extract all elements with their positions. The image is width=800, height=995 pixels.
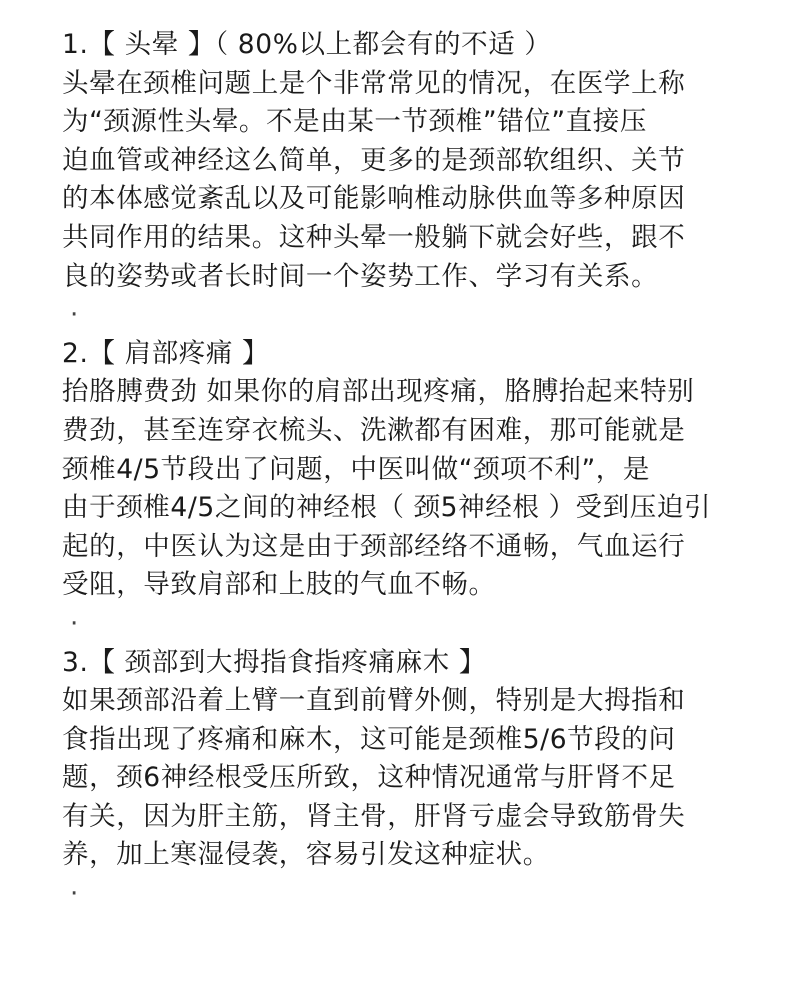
paragraph-line: 有关，因为肝主筋，肾主骨，肝肾亏虚会导致筋骨失 xyxy=(62,800,686,832)
section-heading: 1.【 头晕 】（ 80%以上都会有的不适 ） xyxy=(62,29,552,60)
paragraph-line: 的本体感觉紊乱以及可能影响椎动脉供血等多种原因 xyxy=(62,183,686,215)
section-heading: 3.【 颈部到大拇指食指疼痛麻木 】 xyxy=(62,646,486,678)
section-dizziness xyxy=(62,26,752,335)
paragraph-line: 费劲，甚至连穿衣梳头、洗漱都有困难，那可能就是 xyxy=(62,414,686,446)
paragraph-line: 受阻，导致肩部和上肢的气血不畅。 xyxy=(62,569,496,601)
paragraph-line: 颈椎4/5节段出了问题，中医叫做“颈项不利”，是 xyxy=(62,453,651,485)
paragraph-line: 养，加上寒湿侵袭，容易引发这种症状。 xyxy=(62,839,550,871)
separator-dot: · xyxy=(70,879,79,910)
paragraph-line: 起的，中医认为这是由于颈部经络不通畅，气血运行 xyxy=(62,530,686,562)
section-shoulder-pain xyxy=(62,335,752,644)
paragraph-line: 抬胳膊费劲 如果你的肩部出现疼痛，胳膊抬起来特别 xyxy=(62,376,695,408)
article-body xyxy=(62,26,752,914)
separator-dot: · xyxy=(70,608,79,639)
separator-dot: · xyxy=(70,300,79,331)
paragraph-line: 共同作用的结果。这种头晕一般躺下就会好些，跟不 xyxy=(62,221,686,253)
section-heading: 2.【 肩部疼痛 】 xyxy=(62,337,270,369)
paragraph-line: 题，颈6神经根受压所致，这种情况通常与肝肾不足 xyxy=(62,762,676,794)
paragraph-line: 良的姿势或者长时间一个姿势工作、学习有关系。 xyxy=(62,260,659,292)
paragraph-line: 如果颈部沿着上臂一直到前臂外侧，特别是大拇指和 xyxy=(62,685,686,717)
paragraph-line: 为“颈源性头晕。不是由某一节颈椎”错位”直接压 xyxy=(62,106,647,138)
paragraph-line: 由于颈椎4/5之间的神经根（ 颈5神经根 ）受到压迫引 xyxy=(62,492,712,524)
section-thumb-finger-numbness xyxy=(62,644,752,914)
paragraph-line: 迫血管或神经这么简单，更多的是颈部软组织、关节 xyxy=(62,144,686,176)
paragraph-line: 头晕在颈椎问题上是个非常常见的情况，在医学上称 xyxy=(62,67,686,99)
paragraph-line: 食指出现了疼痛和麻木，这可能是颈椎5/6节段的问 xyxy=(62,723,676,755)
